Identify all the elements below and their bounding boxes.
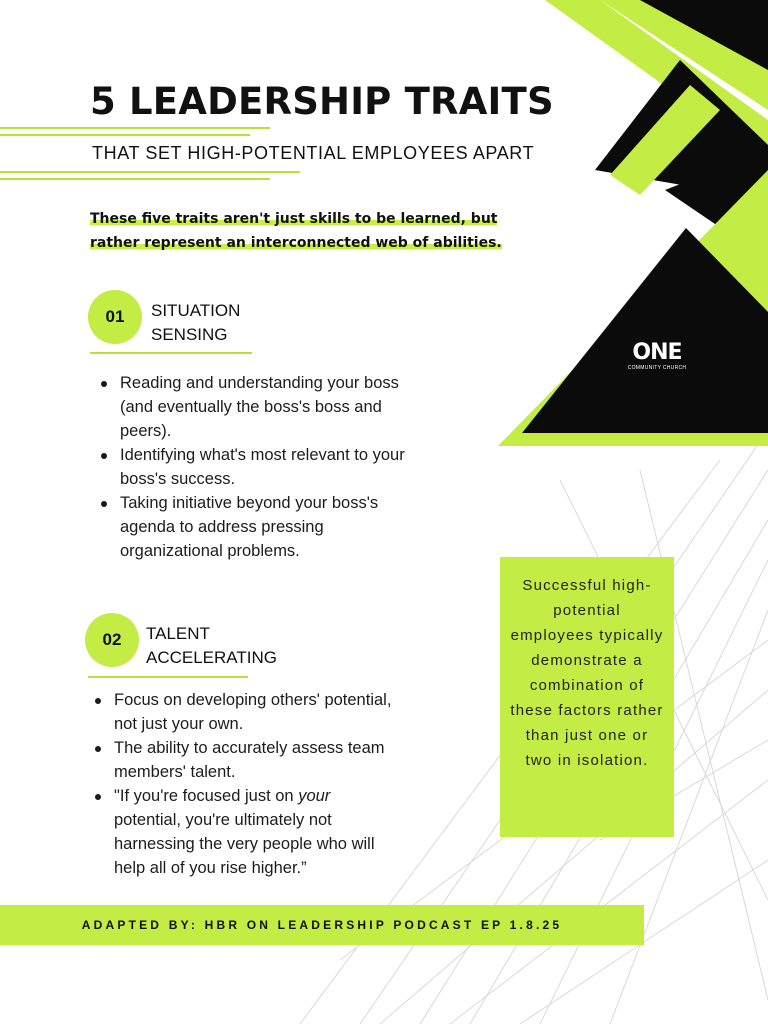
logo-wordmark: ONE	[632, 340, 682, 365]
trait-underline	[90, 352, 252, 354]
trait-title-line: SENSING	[151, 325, 228, 344]
callout-box: Successful high-potential employees typically demonstrate a combination of these factors rather than just one or two in isolation.	[500, 557, 674, 837]
quote-emphasis: your	[298, 787, 331, 805]
trait-title	[146, 622, 277, 670]
trait-bullet-list	[98, 371, 418, 563]
list-item: The ability to accurately assess team members' talent.	[92, 736, 392, 784]
page-title: 5 LEADERSHIP TRAITS	[90, 80, 554, 123]
trait-bullet-list	[92, 688, 392, 880]
trait-title-line: ACCELERATING	[146, 648, 277, 667]
trait-number-badge: 02	[85, 613, 139, 667]
trait-title-line: SITUATION	[151, 301, 241, 320]
community-church-logo	[622, 341, 692, 372]
footer-banner	[0, 905, 644, 945]
list-item: Focus on developing others' potential, not just your own.	[92, 688, 392, 736]
subtitle-underline	[0, 178, 270, 180]
list-item: Reading and understanding your boss (and eventually the boss's boss and peers).	[98, 371, 418, 443]
title-underline	[0, 134, 250, 136]
list-item: Identifying what's most relevant to your boss's success.	[98, 443, 418, 491]
title-underline	[0, 127, 270, 129]
intro-text	[90, 207, 530, 255]
footer-credit: ADAPTED BY: HBR ON LEADERSHIP PODCAST EP 1.8.25	[81, 918, 563, 932]
page-subtitle: THAT SET HIGH-POTENTIAL EMPLOYEES APART	[92, 143, 535, 163]
quote-text: potential, you're ultimately not harnessing the very people who will help all of you rise higher.”	[114, 811, 375, 877]
subtitle-underline	[0, 171, 300, 173]
list-item	[92, 784, 392, 880]
logo-subtitle: COMMUNITY CHURCH	[627, 365, 687, 371]
trait-number-badge: 01	[88, 290, 142, 344]
list-item: Taking initiative beyond your boss's agenda to address pressing organizational problems.	[98, 491, 418, 563]
intro-line: These five traits aren't just skills to be learned, but	[90, 211, 498, 227]
trait-title	[151, 299, 240, 347]
trait-underline	[88, 676, 248, 678]
intro-line: rather represent an interconnected web of abilities.	[90, 235, 502, 251]
quote-text: "If you're focused just on	[114, 787, 299, 805]
trait-title-line: TALENT	[146, 624, 210, 643]
